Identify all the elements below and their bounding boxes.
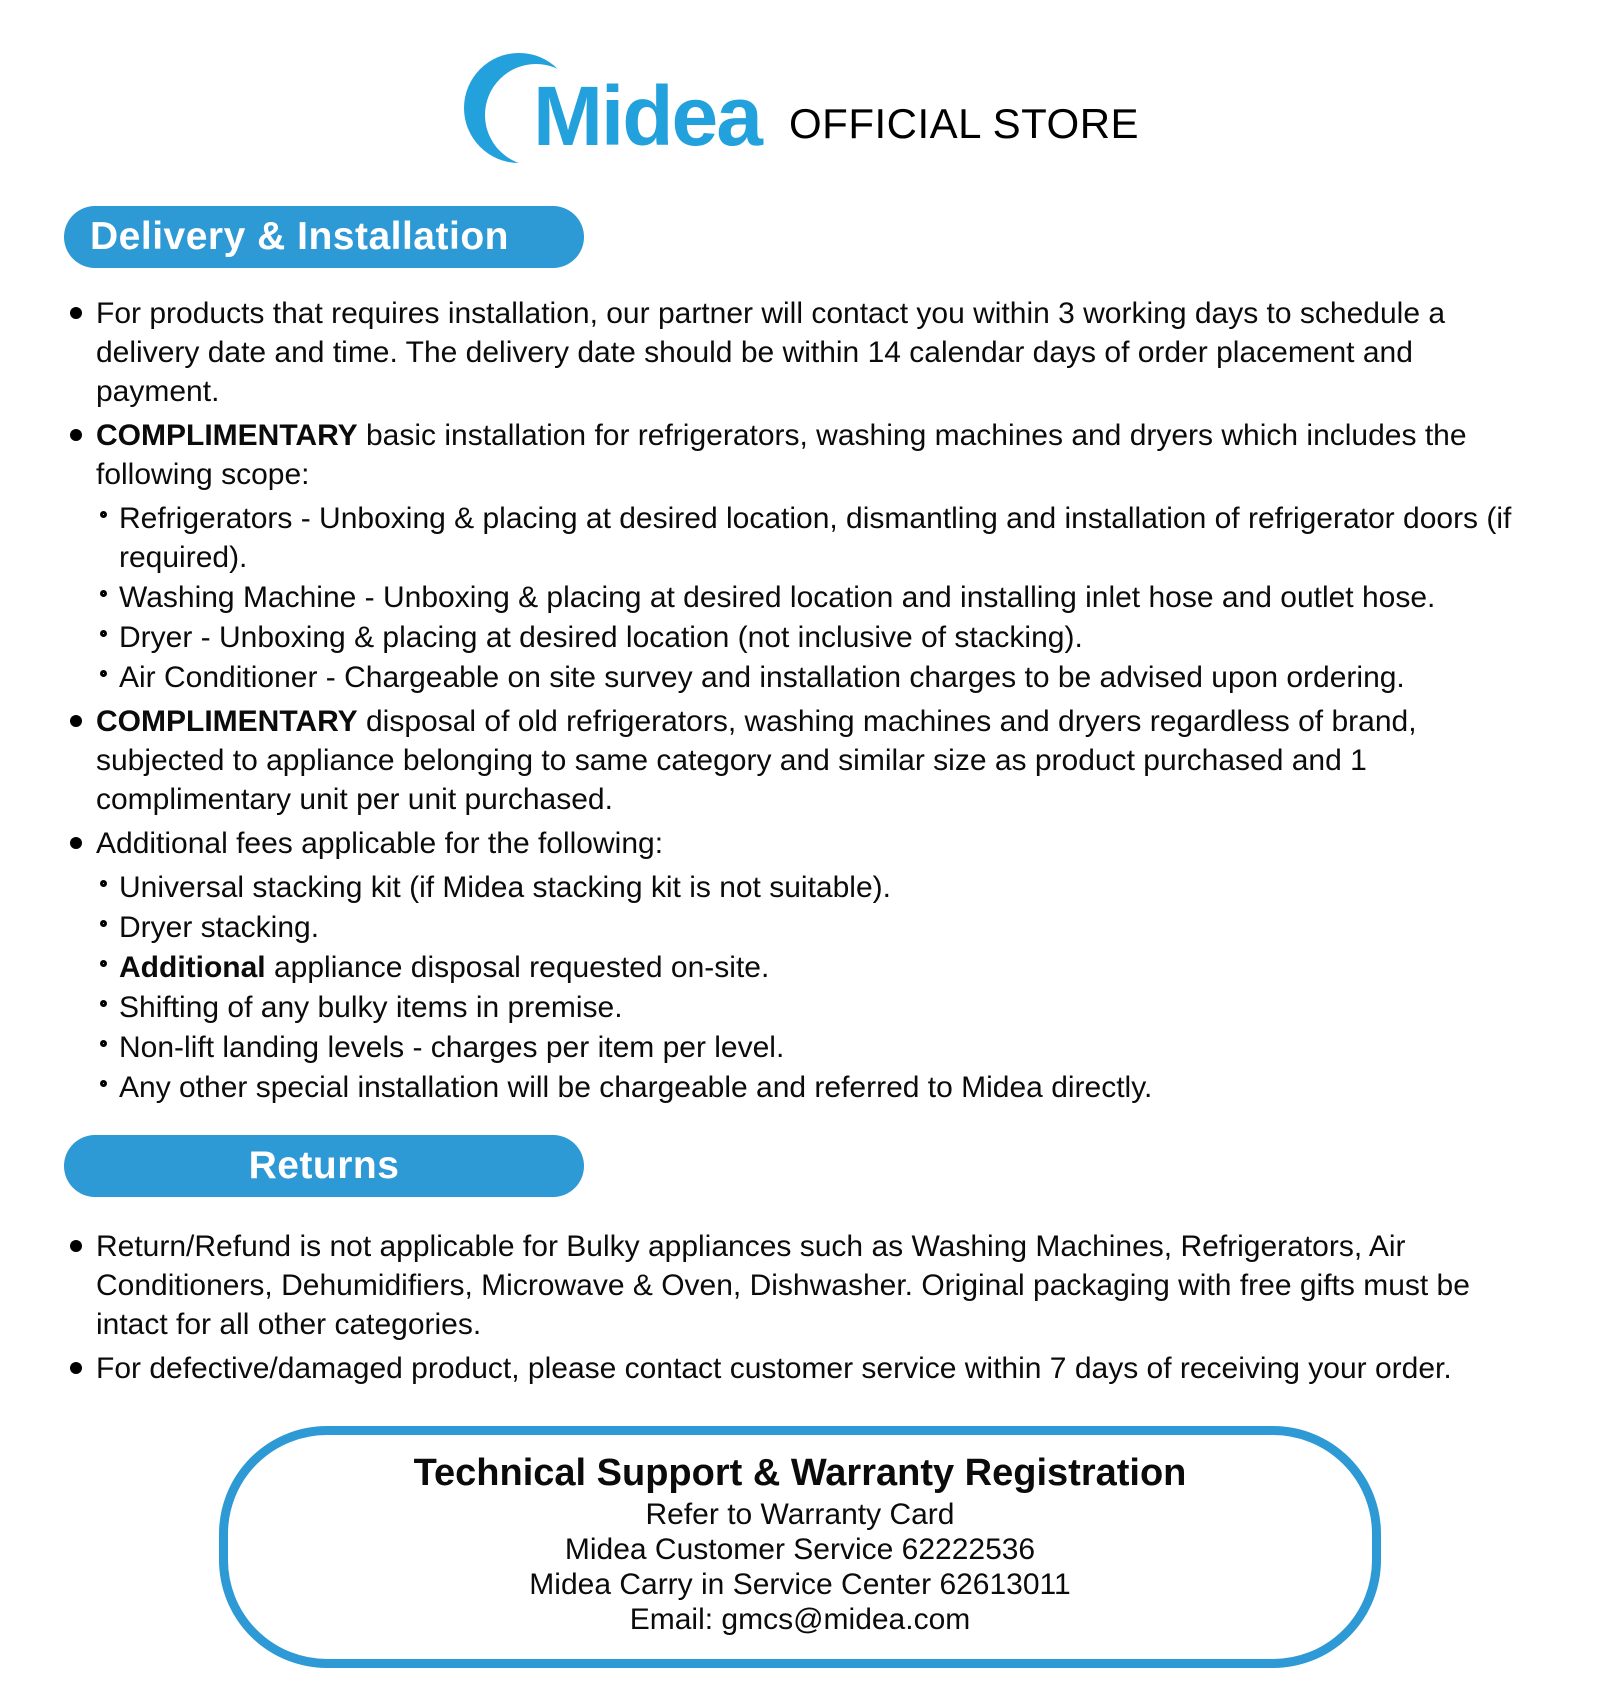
logo-wordmark: Midea xyxy=(532,69,761,163)
circle-bullet-icon xyxy=(100,1000,107,1007)
section-title-delivery xyxy=(64,206,584,268)
list-item-text: Refrigerators - Unboxing & placing at desired location, dismantling and installation of refrigerator doors (if required). xyxy=(119,502,1512,574)
list-item-text: For products that requires installation, our partner will contact you within 3 working days to schedule a delivery date and time. The delivery date should be within 14 calendar days of order placement and payment. xyxy=(96,297,1446,408)
list-subitem xyxy=(64,578,1536,617)
section-title-returns xyxy=(64,1135,584,1197)
list-subitem xyxy=(64,1068,1536,1107)
list-item-text: Dryer - Unboxing & placing at desired location (not inclusive of stacking). xyxy=(119,621,1083,654)
circle-bullet-icon xyxy=(100,920,107,927)
circle-bullet-icon xyxy=(100,1080,107,1087)
list-subitem xyxy=(64,658,1536,697)
official-store-label: OFFICIAL STORE xyxy=(789,100,1140,147)
list-item-text: Additional appliance disposal requested on-site. xyxy=(119,951,770,984)
list-item-text: Washing Machine - Unboxing & placing at desired location and installing inlet hose and outlet hose. xyxy=(119,581,1436,614)
list-item-text: Dryer stacking. xyxy=(119,911,320,944)
list-subitem xyxy=(64,948,1536,987)
list-item xyxy=(64,824,1536,863)
support-box xyxy=(219,1426,1381,1668)
support-line-warranty-card: Refer to Warranty Card xyxy=(645,1498,955,1531)
circle-bullet-icon xyxy=(100,880,107,887)
list-item xyxy=(64,702,1536,819)
support-line-carry-in-center: Midea Carry in Service Center 62613011 xyxy=(529,1568,1071,1601)
support-line-email: Email: gmcs@midea.com xyxy=(629,1603,971,1636)
midea-logo xyxy=(461,48,761,172)
list-subitem xyxy=(64,988,1536,1027)
list-subitem xyxy=(64,868,1536,907)
circle-bullet-icon xyxy=(100,511,107,518)
list-item xyxy=(64,416,1536,494)
list-item-text: Return/Refund is not applicable for Bulky appliances such as Washing Machines, Refrigerators, Air Conditioners, Dehumidifiers, Microwave & Oven, Dishwasher. Original packaging with free gifts must be intact for all other categories. xyxy=(96,1230,1470,1341)
header xyxy=(64,34,1536,172)
list-item xyxy=(64,1349,1536,1388)
bullet-icon xyxy=(70,429,82,441)
delivery-list xyxy=(64,294,1536,1107)
list-subitem xyxy=(64,618,1536,657)
support-line-customer-service: Midea Customer Service 62222536 xyxy=(564,1533,1036,1566)
list-subitem xyxy=(64,1028,1536,1067)
list-item-text: Additional fees applicable for the following: xyxy=(96,827,664,860)
bullet-icon xyxy=(70,715,82,727)
circle-bullet-icon xyxy=(100,630,107,637)
list-item-text: Shifting of any bulky items in premise. xyxy=(119,991,623,1024)
bullet-icon xyxy=(70,1240,82,1252)
support-box-title: Technical Support & Warranty Registration xyxy=(413,1452,1187,1494)
circle-bullet-icon xyxy=(100,960,107,967)
list-item-text: Any other special installation will be chargeable and referred to Midea directly. xyxy=(119,1071,1153,1104)
circle-bullet-icon xyxy=(100,590,107,597)
list-item-text: COMPLIMENTARY disposal of old refrigerators, washing machines and dryers regardless of brand, subjected to appliance belonging to same category and similar size as product purchased and 1 complimentary unit per unit purchased. xyxy=(96,705,1417,816)
list-item-text: Air Conditioner - Chargeable on site survey and installation charges to be advised upon ordering. xyxy=(119,661,1405,694)
circle-bullet-icon xyxy=(100,670,107,677)
circle-bullet-icon xyxy=(100,1040,107,1047)
list-item xyxy=(64,1227,1536,1344)
section-title-returns-label: Returns xyxy=(248,1144,400,1187)
bullet-icon xyxy=(70,837,82,849)
list-item-text: COMPLIMENTARY basic installation for refrigerators, washing machines and dryers which includes the following scope: xyxy=(96,419,1467,491)
returns-list xyxy=(64,1227,1536,1388)
list-item-text: Non-lift landing levels - charges per item per level. xyxy=(119,1031,785,1064)
list-item-text: Universal stacking kit (if Midea stacking kit is not suitable). xyxy=(119,871,891,904)
section-title-delivery-label: Delivery & Installation xyxy=(90,215,509,258)
list-subitem xyxy=(64,499,1536,577)
list-subitem xyxy=(64,908,1536,947)
bullet-icon xyxy=(70,307,82,319)
list-item xyxy=(64,294,1536,411)
list-item-text: For defective/damaged product, please contact customer service within 7 days of receiving your order. xyxy=(96,1352,1452,1385)
bullet-icon xyxy=(70,1362,82,1374)
